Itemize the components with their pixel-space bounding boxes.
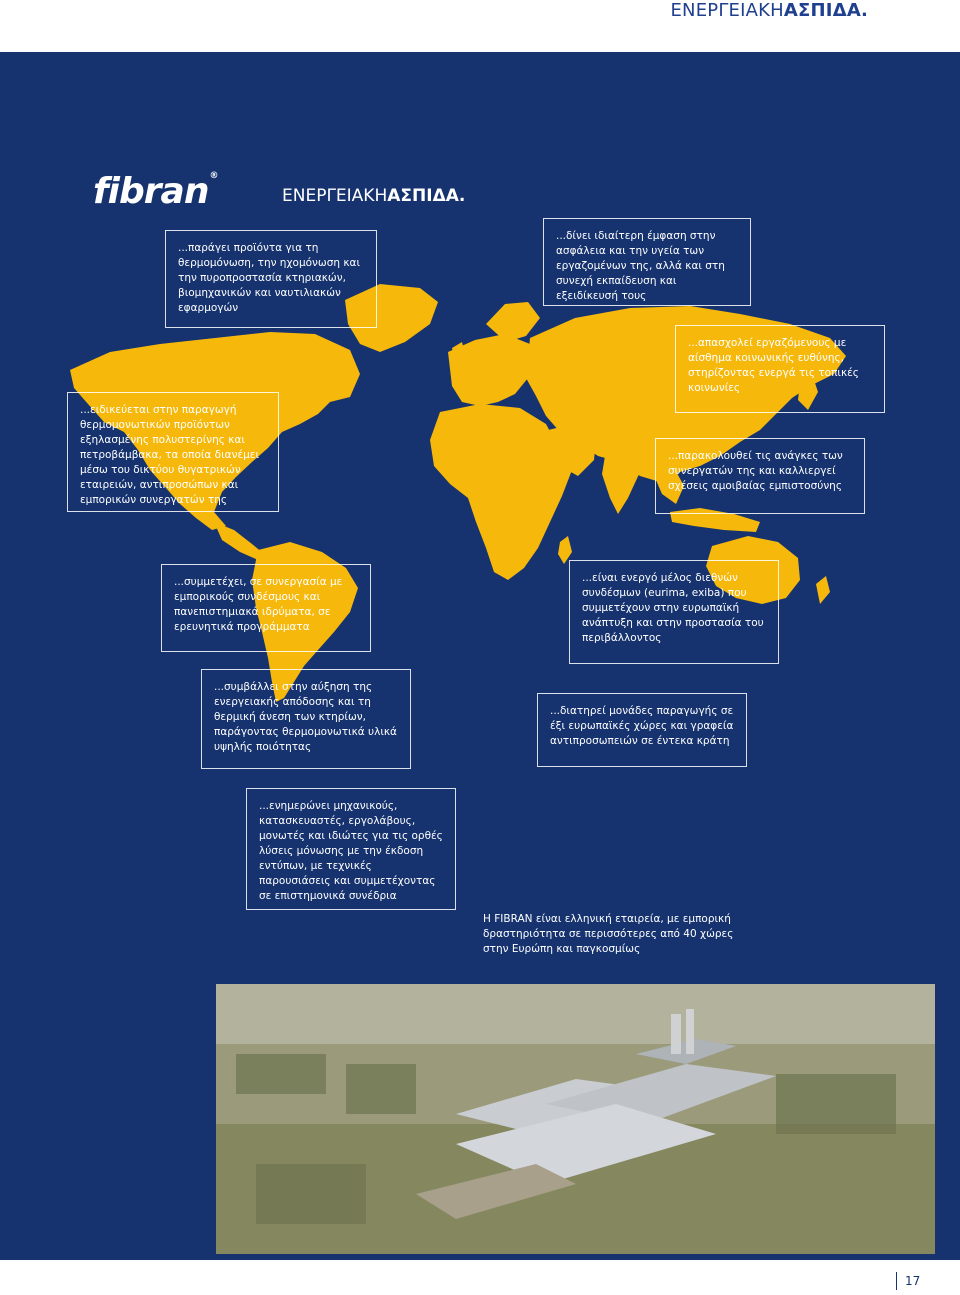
page-number: 17 [896, 1272, 920, 1290]
box-produces: ...παράγει προϊόντα για τη θερμομόνωση, την ηχομόνωση και την πυροπροστασία κτηριακών, βιομηχανικών και ναυτιλιακών εφαρμογών [165, 230, 377, 328]
box-follows: ...παρακολουθεί τις ανάγκες των συνεργατών της και καλλιεργεί σχέσεις αμοιβαίας εμπιστοσύνης [655, 438, 865, 514]
central-america-shape [214, 522, 264, 560]
box-employs: ...απασχολεί εργαζόμενους με αίσθημα κοινωνικής ευθύνης, στηρίζοντας ενεργά τις τοπικές κοινωνίες [675, 325, 885, 413]
blue-panel [0, 52, 960, 1260]
factory-aerial-photo [216, 984, 935, 1254]
scandinavia-shape [486, 302, 540, 342]
factory-aerial-illustration [216, 984, 935, 1254]
box-contributes: ...συμβάλλει στην αύξηση της ενεργειακής απόδοσης και τη θερμική άνεση των κτηρίων, παράγοντας θερμομονωτικά υλικά υψηλής ποιότητας [201, 669, 411, 769]
box-member: ...είναι ενεργό μέλος διεθνών συνδέσμων (eurima, exiba) που συμμετέχουν στην ευρωπαϊκή ανάπτυξη και στην προστασία του περιβάλλοντος [569, 560, 779, 664]
box-plants: ...διατηρεί μονάδες παραγωγής σε έξι ευρωπαϊκές χώρες και γραφεία αντιπροσωπειών σε έντεκα κράτη [537, 693, 747, 767]
fibran-logo: fibran® [93, 171, 218, 212]
running-header: ΕΝΕΡΓΕΙΑΚΗΑΣΠΙΔΑ. [670, 0, 868, 21]
box-informs: ...ενημερώνει μηχανικούς, κατασκευαστές, εργολάβους, μονωτές και ιδιώτες για τις ορθές λύσεις μόνωσης με την έκδοση εντύπων, με τεχνικές παρουσιάσεις και συμμετέχοντας σε επιστημονικά συνέδρια [246, 788, 456, 910]
box-participates: ...συμμετέχει, σε συνεργασία με εμπορικούς συνδέσμους και πανεπιστημιακά ιδρύματα, σε ερευνητικά προγράμματα [161, 564, 371, 652]
new-zealand-shape [816, 576, 830, 604]
brand-tagline: ΕΝΕΡΓΕΙΑΚΗΑΣΠΙΔΑ. [282, 186, 466, 206]
box-health: ...δίνει ιδιαίτερη έμφαση στην ασφάλεια και την υγεία των εργαζομένων της, αλλά και στη συνεχή εκπαίδευση και εξειδίκευσή τους [543, 218, 751, 306]
india-shape [602, 450, 640, 514]
box-specializes: ...ειδικεύεται στην παραγωγή θερμομονωτικών προϊόντων εξηλασμένης πολυστερίνης και πετροβάμβακα, τα οποία διανέμει μέσω του δικτύου θυγατρικών εταιρειών, αντιπροσώπων και εμπορικών συνεργατών της [67, 392, 279, 512]
box-company: Η FIBRAN είναι ελληνική εταιρεία, με εμπορική δραστηριότητα σε περισσότερες από 40 χώρες στην Ευρώπη και παγκοσμίως [483, 913, 734, 955]
